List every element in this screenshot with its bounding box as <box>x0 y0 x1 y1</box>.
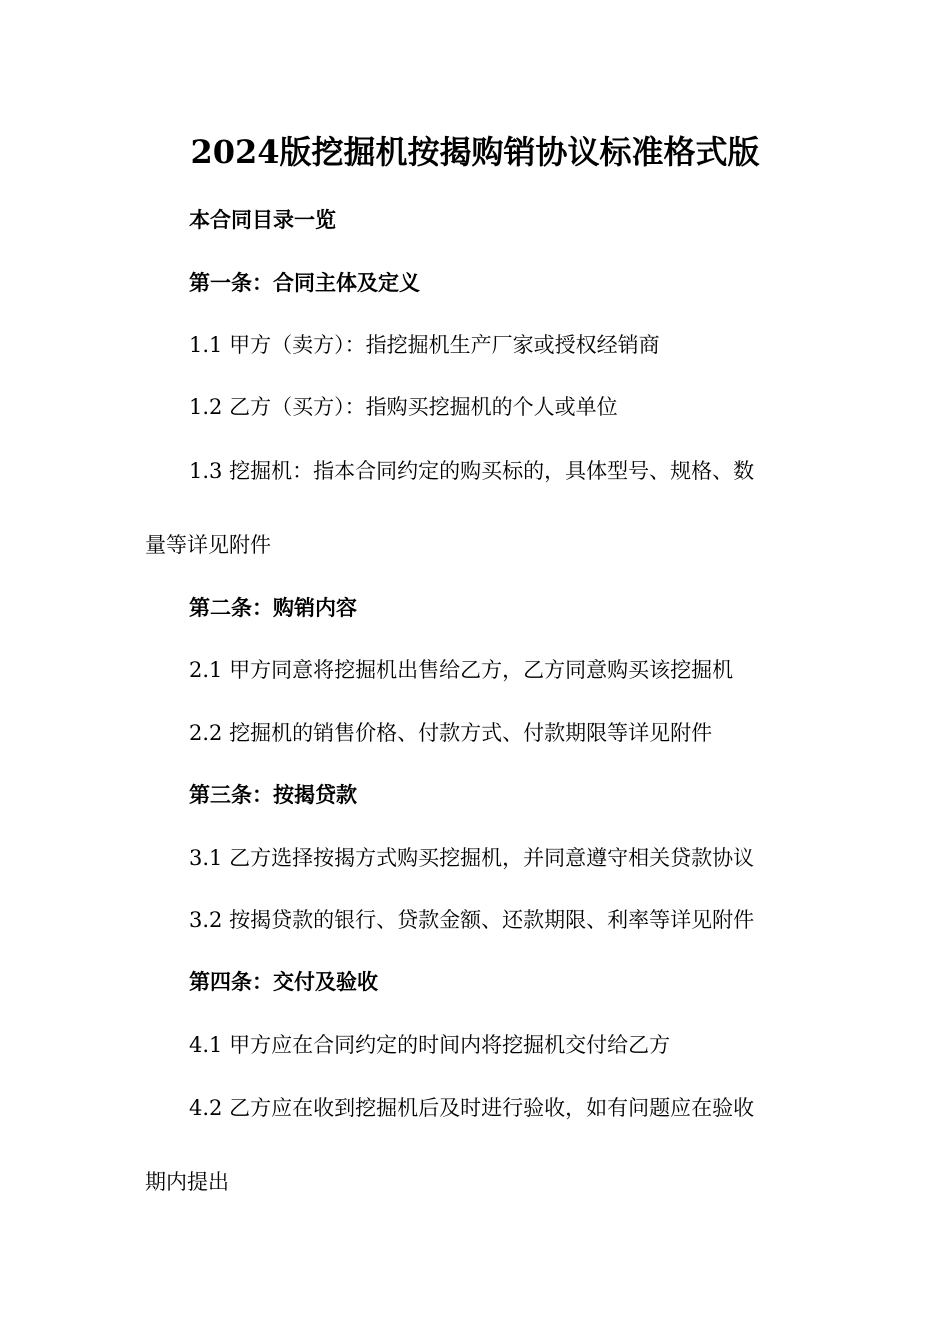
clause-2-1: 2.1 甲方同意将挖掘机出售给乙方，乙方同意购买该挖掘机 <box>189 658 734 682</box>
clause-4-2-continuation: 期内提出 <box>145 1170 229 1194</box>
section-heading-3: 第三条：按揭贷款 <box>189 782 357 807</box>
clause-1-3: 1.3 挖掘机：指本合同约定的购买标的，具体型号、规格、数 <box>189 459 755 483</box>
clause-1-3-continuation: 量等详见附件 <box>145 533 271 557</box>
clause-4-2: 4.2 乙方应在收到挖掘机后及时进行验收，如有问题应在验收 <box>189 1096 755 1120</box>
clause-1-2: 1.2 乙方（买方）：指购买挖掘机的个人或单位 <box>189 395 618 419</box>
clause-4-1: 4.1 甲方应在合同约定的时间内将挖掘机交付给乙方 <box>189 1033 671 1057</box>
clause-3-1: 3.1 乙方选择按揭方式购买挖掘机，并同意遵守相关贷款协议 <box>189 846 755 870</box>
clause-2-2: 2.2 挖掘机的销售价格、付款方式、付款期限等详见附件 <box>189 721 713 745</box>
section-heading-2: 第二条：购销内容 <box>189 595 357 620</box>
clause-3-2: 3.2 按揭贷款的银行、贷款金额、还款期限、利率等详见附件 <box>189 908 755 932</box>
clause-1-1: 1.1 甲方（卖方）：指挖掘机生产厂家或授权经销商 <box>189 333 660 357</box>
section-heading-4: 第四条：交付及验收 <box>189 969 378 994</box>
toc-heading: 本合同目录一览 <box>189 207 336 232</box>
section-heading-1: 第一条：合同主体及定义 <box>189 270 420 295</box>
document-title: 2024版挖掘机按揭购销协议标准格式版 <box>190 133 760 171</box>
